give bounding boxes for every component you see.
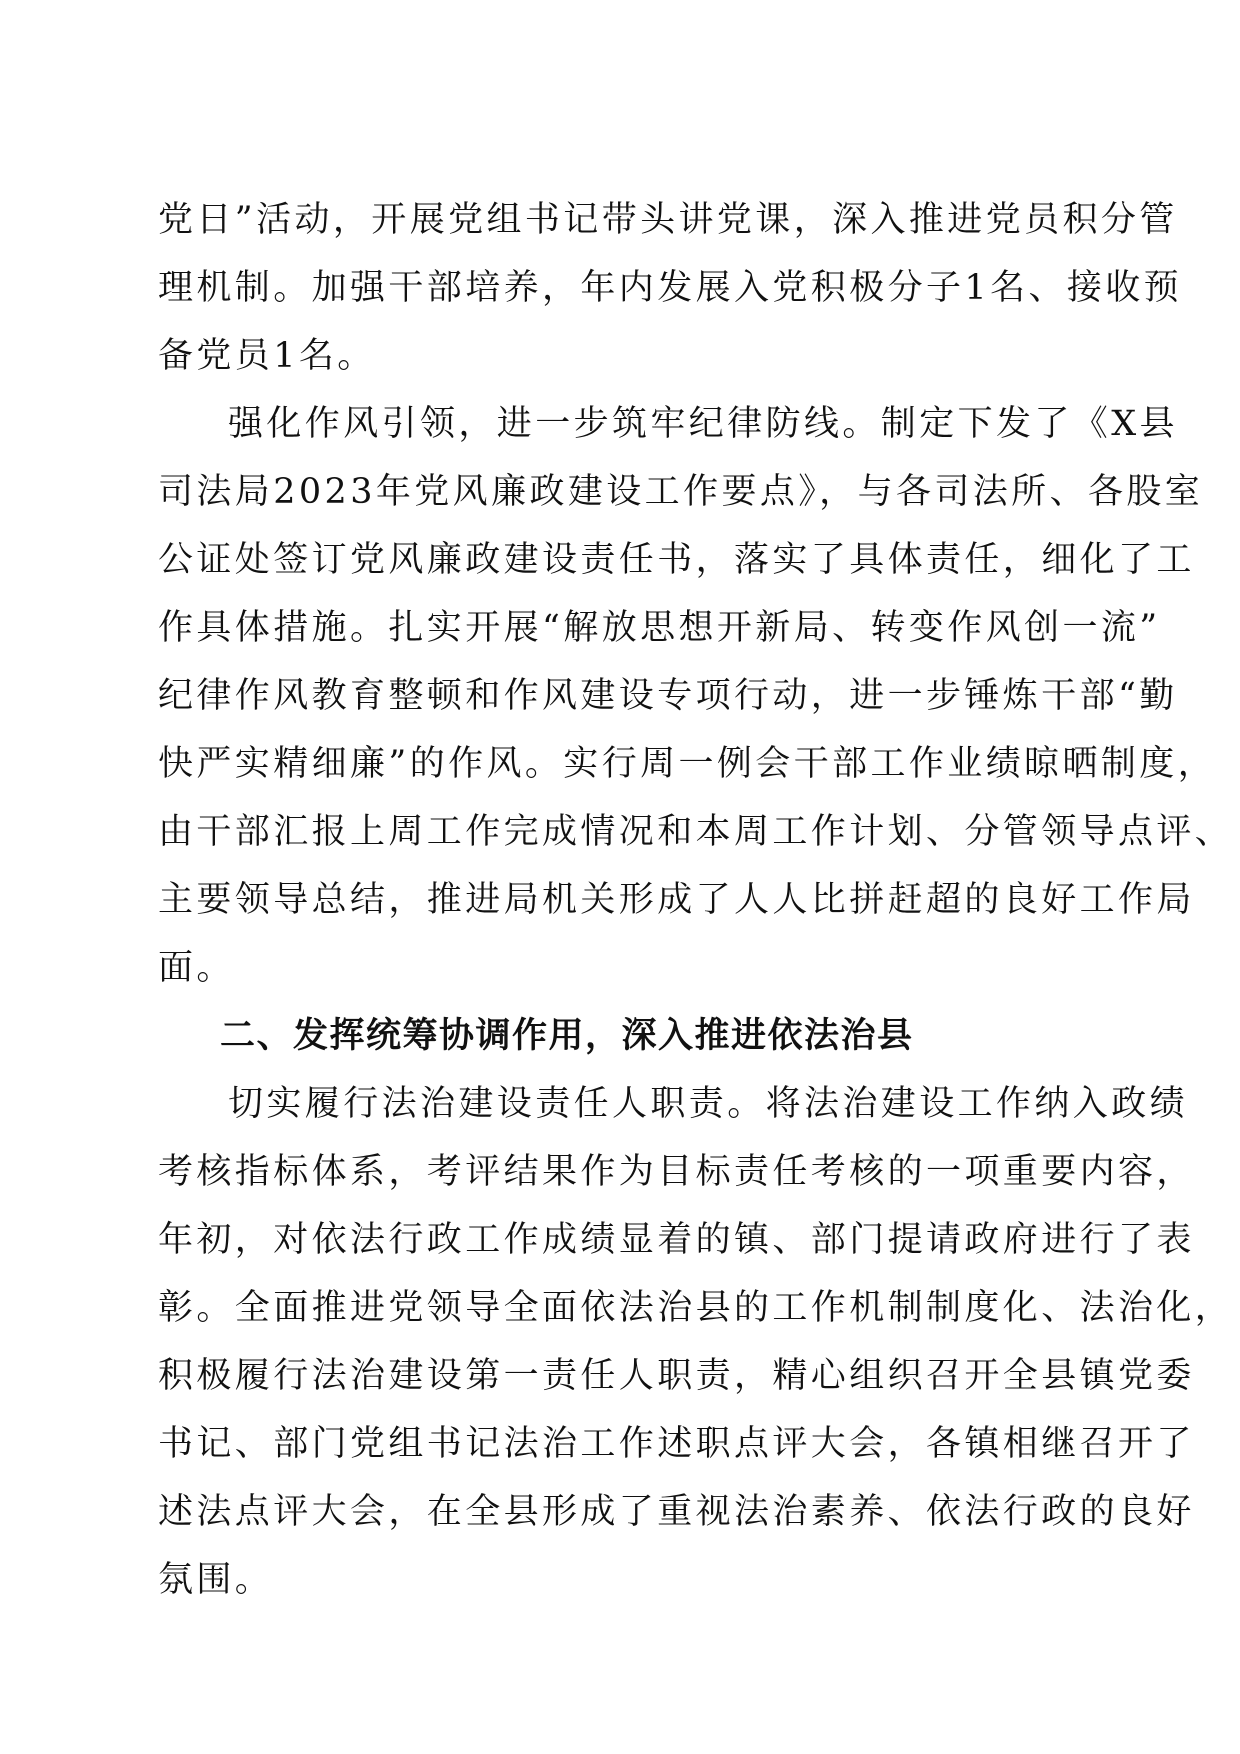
text-line: 氛围。 bbox=[158, 1560, 274, 1600]
text-line: 备党员1名。 bbox=[158, 336, 376, 376]
paragraph-rule-of-law bbox=[158, 1070, 1234, 1614]
document-page bbox=[158, 186, 1234, 1614]
text-line: 主要领导总结，推进局机关形成了人人比拼赶超的良好工作局 bbox=[158, 880, 1195, 920]
text-line: 强化作风引领，进一步筑牢纪律防线。制定下发了《X县 bbox=[228, 404, 1178, 444]
text-line: 纪律作风教育整顿和作风建设专项行动，进一步锤炼干部“勤 bbox=[158, 676, 1178, 716]
paragraph-party-day bbox=[158, 186, 1183, 390]
text-line: 述法点评大会，在全县形成了重视法治素养、依法行政的良好 bbox=[158, 1492, 1195, 1532]
text-line: 考核指标体系，考评结果作为目标责任考核的一项重要内容， bbox=[158, 1152, 1195, 1192]
section-heading: 二、发挥统筹协调作用，深入推进依法治县 bbox=[220, 1016, 914, 1056]
text-line: 年初，对依法行政工作成绩显着的镇、部门提请政府进行了表 bbox=[158, 1220, 1195, 1260]
text-line: 面。 bbox=[158, 948, 235, 988]
text-line: 快严实精细廉”的作风。实行周一例会干部工作业绩晾晒制度， bbox=[158, 744, 1217, 784]
text-line: 理机制。加强干部培养，年内发展入党积极分子1名、接收预 bbox=[158, 268, 1183, 308]
text-line: 彰。全面推进党领导全面依法治县的工作机制制度化、法治化， bbox=[158, 1288, 1234, 1328]
text-line: 公证处签订党风廉政建设责任书，落实了具体责任，细化了工 bbox=[158, 540, 1195, 580]
paragraph-work-style bbox=[158, 390, 1234, 1002]
text-line: 由干部汇报上周工作完成情况和本周工作计划、分管领导点评、 bbox=[158, 812, 1234, 852]
text-line: 司法局2023年党风廉政建设工作要点》，与各司法所、各股室 bbox=[158, 472, 1204, 512]
text-line: 书记、部门党组书记法治工作述职点评大会，各镇相继召开了 bbox=[158, 1424, 1195, 1464]
text-line: 党日”活动，开展党组书记带头讲党课，深入推进党员积分管 bbox=[158, 200, 1178, 240]
text-line: 切实履行法治建设责任人职责。将法治建设工作纳入政绩 bbox=[228, 1084, 1189, 1124]
text-line: 作具体措施。扎实开展“解放思想开新局、转变作风创一流” bbox=[158, 608, 1161, 648]
text-line: 积极履行法治建设第一责任人职责，精心组织召开全县镇党委 bbox=[158, 1356, 1195, 1396]
